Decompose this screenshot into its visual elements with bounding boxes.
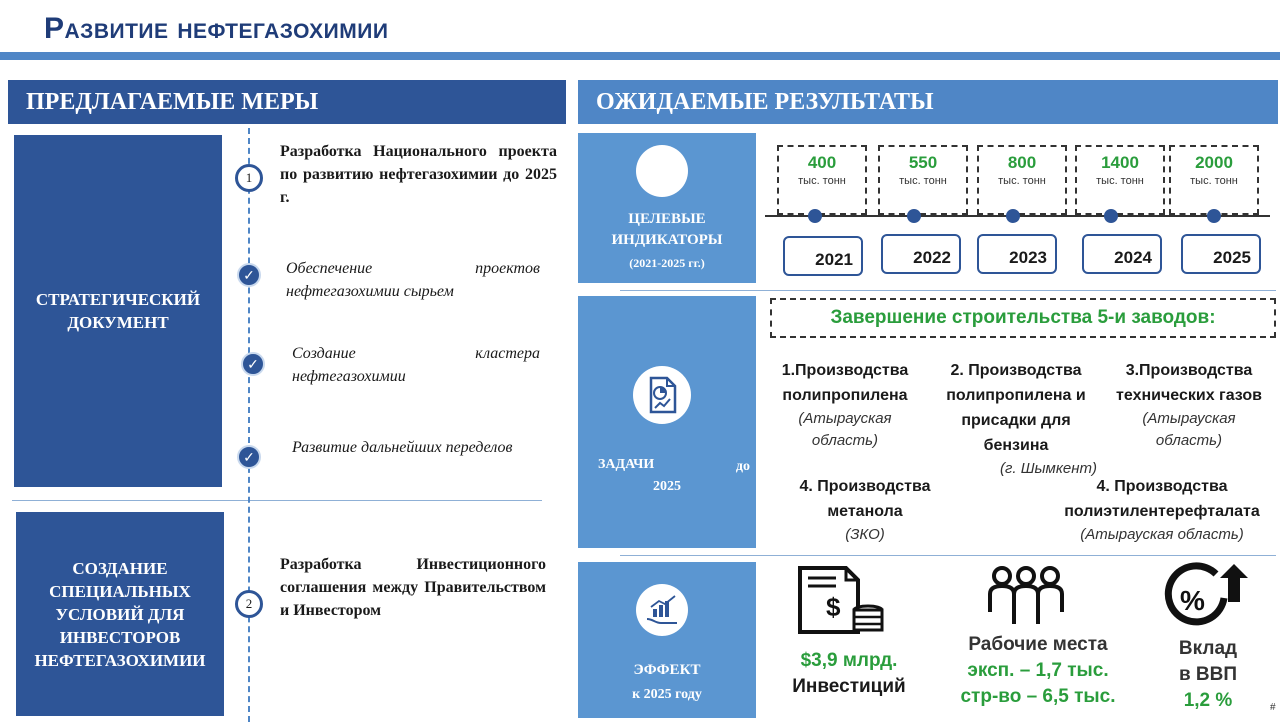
growth-hand-icon [636,584,688,636]
check-icon: ✓ [237,263,261,287]
task-location: (ЗКО) [845,526,885,543]
proposed-measures-header: ПРЕДЛАГАЕМЫЕ МЕРЫ [8,80,566,124]
effect-label: ЭФФЕКТ [633,662,701,678]
sub-item-3: Развитие дальнейших переделов [292,439,513,456]
task-item [785,474,945,546]
timeline-dot [907,209,921,223]
indicator-unit: тыс. тонн [1190,175,1238,187]
investment-value: $3,9 млрд. [800,650,898,671]
task-name: 4. Производства метанола [799,478,931,520]
strategic-document-block [14,135,222,487]
percent-growth-icon [1158,562,1250,635]
investment-label: Инвестиций [792,676,906,697]
timeline-dot [1207,209,1221,223]
indicator-unit: тыс. тонн [798,175,846,187]
gdp-label: Вклад [1178,638,1238,659]
indicator-value: 1400 [1101,153,1139,172]
year-box: 2023 [977,234,1057,274]
page-tag: # [1270,702,1276,713]
indicator-box [1169,145,1259,215]
indicator-unit: тыс. тонн [1096,175,1144,187]
step-1-text: Разработка Национального проекта по развитию нефтегазохимии до 2025 г. [280,143,557,206]
indicator-box [777,145,867,215]
year-box: 2024 [1082,234,1162,274]
title-rule [0,52,1280,60]
gdp-value: 1,2 % [1183,690,1233,711]
indicator-box [977,145,1067,215]
year-box: 2022 [881,234,961,274]
timeline-dot [1104,209,1118,223]
report-chart-icon [633,366,691,424]
task-name: 4. Производства полиэтилентерефталата [1064,478,1260,520]
tasks-separator [620,555,1276,556]
indicator-value: 550 [908,153,938,172]
investor-conditions-block [16,512,224,716]
task-name: 2. Производства полипропилена и присадки для бензина [946,362,1086,454]
expected-results-header: ОЖИДАЕМЫЕ РЕЗУЛЬТАТЫ [578,80,1278,124]
task-item [1110,358,1268,452]
indicators-icon [636,145,688,197]
check-icon: ✓ [237,445,261,469]
indicator-value: 2000 [1195,153,1233,172]
gdp-label: в ВВП [1178,664,1238,685]
indicator-value: 800 [1007,153,1037,172]
timeline-dot [1006,209,1020,223]
step-1-badge: 1 [235,164,263,192]
step-2-badge: 2 [235,590,263,618]
sub-item-1: Обеспечение проектов нефтегазохимии сырьем [286,260,540,300]
indicator-unit: тыс. тонн [899,175,947,187]
task-item [1050,474,1274,546]
step-2-text: Разработка Инвестиционного соглашения между Правительством и Инвестором [280,556,546,619]
investor-conditions-label: СОЗДАНИЕ СПЕЦИАЛЬНЫХ УСЛОВИЙ ДЛЯ ИНВЕСТОРОВ НЕФТЕГАЗОХИМИИ [34,558,206,670]
check-icon: ✓ [241,352,265,376]
money-document-icon [796,566,890,641]
workers-icon [984,566,1068,633]
year-box: 2025 [1181,234,1261,274]
jobs-exploitation: эксп. – 1,7 тыс. [967,660,1109,681]
task-location: (Атырауская область) [1142,410,1236,449]
indicators-label: ЦЕЛЕВЫЕ ИНДИКАТОРЫ [611,211,723,248]
timeline-dot [808,209,822,223]
gdp-effect [1158,636,1258,714]
investment-effect [774,648,924,700]
tasks-title: Завершение строительства 5-и заводов: [770,298,1276,338]
task-name: 1.Производства полипропилена [781,362,909,404]
indicators-period: (2021-2025 гг.) [629,256,705,270]
indicators-block [578,133,756,283]
jobs-construction: стр-во – 6,5 тыс. [960,686,1116,707]
task-item [935,358,1097,480]
task-name: 3.Производства технических газов [1116,362,1262,404]
task-location: (Атырауская область) [1080,526,1244,543]
tasks-year: 2025 [653,479,681,494]
task-location: (Атырауская область) [798,410,892,449]
strategic-document-label: СТРАТЕГИЧЕСКИЙ ДОКУМЕНТ [35,290,201,332]
effect-period: к 2025 году [632,687,702,702]
tasks-block [578,296,756,548]
task-location: (г. Шымкент) [999,460,1097,477]
tasks-label: ЗАДАЧИ [598,457,655,472]
indicator-unit: тыс. тонн [998,175,1046,187]
indicator-box [1075,145,1165,215]
jobs-effect [940,632,1136,710]
indicator-value: 400 [807,153,837,172]
effect-block [578,562,756,718]
tasks-label-to: до [735,459,750,474]
svg-text:%: % [1180,585,1205,616]
sub-item-2: Создание кластера нефтегазохимии [292,345,540,385]
timeline-line [248,128,250,722]
year-box: 2021 [783,236,863,276]
svg-text:$: $ [826,592,841,622]
jobs-label: Рабочие места [968,634,1108,655]
indicator-box [878,145,968,215]
task-item [770,358,920,452]
page-title: Развитие нефтегазохимии [44,12,389,45]
left-separator [12,500,542,501]
results-separator [620,290,1276,291]
